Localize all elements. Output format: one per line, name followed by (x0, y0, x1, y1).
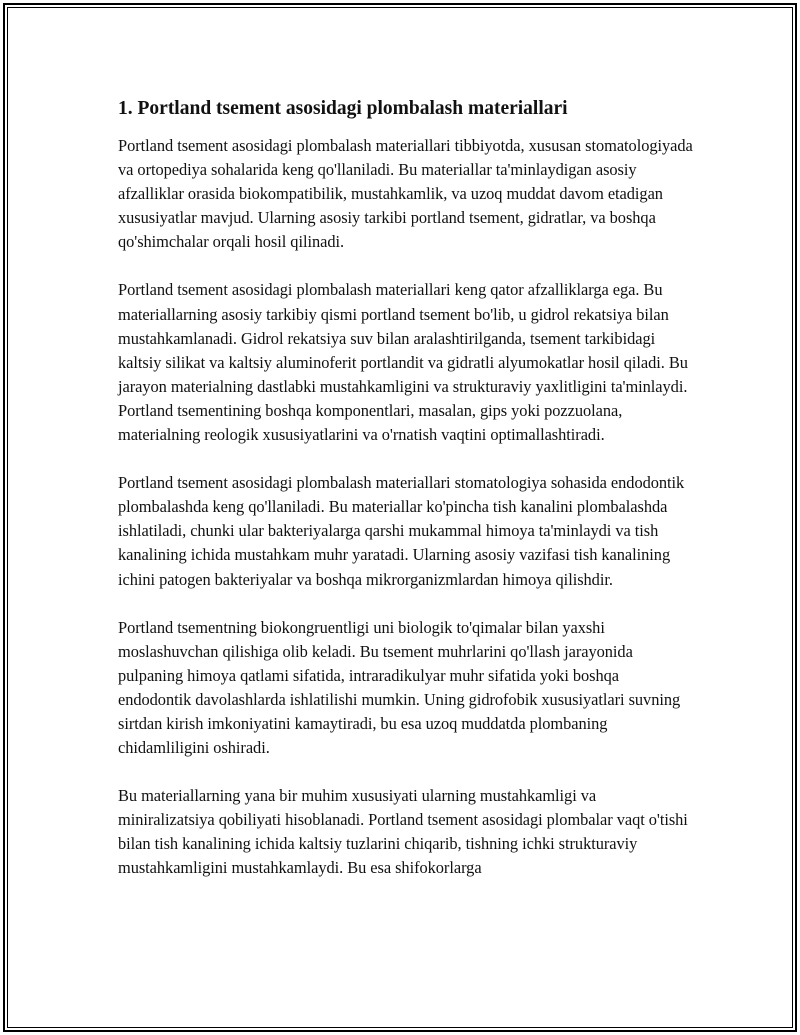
paragraph-5: Bu materiallarning yana bir muhim xususiyati ularning mustahkamligi va miniralizatsiya qobiliyati hisoblanadi. Portland tsement asosidagi plombalar vaqt o'tishi bilan tish kanalining ichida kaltsiy tuzlarini chiqarib, tishning ichki strukturaviy mustahkamligini mustahkamlaydi. Bu esa shifokorlarga (118, 786, 688, 878)
document-body (118, 94, 693, 881)
paragraph-2: Portland tsement asosidagi plombalash materiallari keng qator afzalliklarga ega. Bu materiallarning asosiy tarkibiy qismi portland tsement bo'lib, u gidrol rekatsiya bilan mustahkamlanadi. Gidrol rekatsiya suv bilan aralashtirilganda, tsement tarkibidagi kaltsiy silikat va kaltsiy aluminoferit portlandit va gidratli alyumokatlar hosil qiladi. Bu jarayon materialning dastlabki mustahkamligini va strukturaviy yaxlitligini ta'minlaydi. Portland tsementining boshqa komponentlari, masalan, gips yoki pozzuolana, materialning reologik xususiyatlarini va o'rnatish vaqtini optimallashtiradi. (118, 280, 688, 445)
paragraph-3: Portland tsement asosidagi plombalash materiallari stomatologiya sohasida endodontik plombalashda keng qo'llaniladi. Bu materiallar ko'pincha tish kanalini plombalashda ishlatiladi, chunki ular bakteriyalarga qarshi mukammal himoya ta'minlaydi va tish kanalining ichida mustahkam muhr yaratadi. Ularning asosiy vazifasi tish kanalining ichini patogen bakteriyalar va boshqa mikrorganizmlardan himoya qilishdir. (118, 473, 685, 589)
paragraph-4: Portland tsementning biokongruentligi uni biologik to'qimalar bilan yaxshi moslashuvchan qilishiga olib keladi. Bu tsement muhrlarini qo'llash jarayonida pulpaning himoya qatlami sifatida, intraradikulyar muhr sifatida yoki boshqa endodontik davolashlarda ishlatilishi mumkin. Uning gidrofobik xususiyatlari suvning sirtdan kirish imkoniyatini kamaytiradi, bu esa uzoq muddatda plombaning chidamliligini oshiradi. (118, 617, 681, 758)
paragraph-1: Portland tsement asosidagi plombalash materiallari tibbiyotda, xususan stomatologiyada va ortopediya sohalarida keng qo'llaniladi. Bu materiallar ta'minlaydigan asosiy afzalliklar orasida biokompatibilik, mustahkamlik, va uzoq muddat davom etadigan xususiyatlar mavjud. Ularning asosiy tarkibi portland tsement, gidratlar, va boshqa qo'shimchalar orqali hosil qilinadi. (118, 136, 693, 252)
page-frame (3, 3, 797, 1032)
section-heading: 1. Portland tsement asosidagi plombalash materiallari (118, 98, 568, 119)
